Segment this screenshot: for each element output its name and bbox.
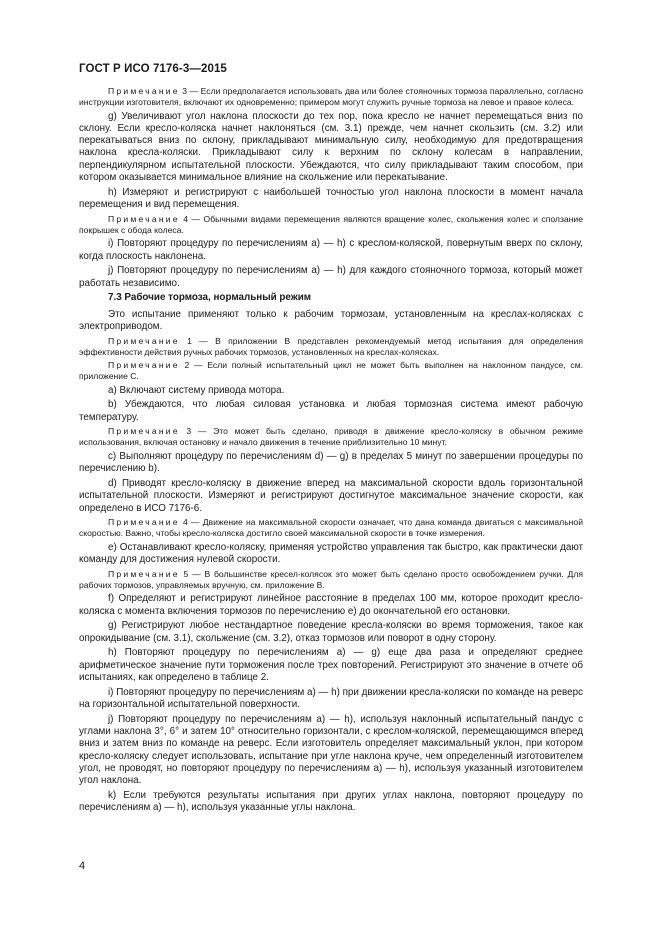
note-label: Примечание [108,568,180,579]
body-paragraph: Это испытание применяют только к рабочим тормозам, установленным на креслах-колясках с электроприводом. [79,308,583,332]
note-label: Примечание [108,360,180,371]
body-paragraph: e) Останавливают кресло-коляску, применяя устройство управления так быстро, как практически дают команду для достижения нулевой скорости. [79,541,583,566]
note-text: 1 — В приложении В представлен рекомендуемый метод испытания для определения эффективности действия ручных рабочих тормозов, установленных на креслах-колясках. [79,335,583,357]
note-label: Примечание [108,517,180,528]
note-text: 5 — В большинстве кресел-колясок это может быть сделано просто освобождением ручки. Для рабочих тормозов, управляемых вручную, см. приложение В. [79,568,583,590]
section-heading: 7.3 Рабочие тормоза, нормальный режим [108,292,312,304]
note-label: Примечание [108,86,180,96]
note-label: Примечание [108,426,180,437]
body-paragraph: j) Повторяют процедуру по перечислениям а) — h), используя наклонный испытательный пандус с углами наклона 3°, 6° и затем 10° относительно горизонтали, с креслом-коляской, перемещающимся вперед вниз и затем вниз по команде на реверс. Если изготовитель определяет максимальный уклон, при котором кресло-коляску следует использовать, испытание при угле наклона круче, чем определенный изготовителем угол, не проводят, но повторяют процедуру по перечислениям а) — h), используя указанный изготовителем угол наклона. [79,713,583,787]
note-paragraph [79,426,583,448]
note-text: 2 — Если полный испытательный цикл не может быть выполнен на наклонном пандусе, см. приложение C. [79,360,583,382]
note-text: 4 — Движение на максимальной скорости означает, что дана команда двигаться с максимальной скоростью. Важно, чтобы кресло-коляска достигло своей максимальной скорости в точке измерения. [79,517,583,539]
body-text [79,86,583,817]
body-paragraph: а) Включают систему привода мотора. [108,384,285,396]
body-paragraph: f) Определяют и регистрируют линейное расстояние в пределах 100 мм, которое проходит кресло-коляска с момента включения тормозов по перечислению е) до окончательной его остановки. [79,593,583,617]
note-label: Примечание [108,213,180,224]
body-paragraph: j) Повторяют процедуру по перечислениям а) — h) для каждого стояночного тормоза, который может работать независимо. [79,265,583,289]
body-paragraph: i) Повторяют процедуру по перечислениям а) — h) при движении кресла-коляски по команде на реверс на горизонтальной испытательной поверхности. [79,686,583,710]
page-number: 4 [79,860,86,872]
page-header-standard-title: ГОСТ Р ИСО 7176-3—2015 [79,63,227,75]
note-paragraph [79,336,583,358]
body-paragraph: g) Увеличивают угол наклона плоскости до тех пор, пока кресло не начнет перемещаться вниз по склону. Если кресло-коляска начнет наклоняться (см. 3.1) прежде, чем начнет скользить (см. 3.2) или перекатываться вниз по склону, прикладывают минимальную силу, необходимую для предотвращения наклона кресла-коляски. Прикладывают силу к верхним по склону колесам в направлении, перпендикулярном испытательной плоскости. Убеждаются, что силу прикладывают таким способом, при котором оказывается минимальное влияние на скольжение или перекатывание. [79,110,583,184]
note-paragraph [79,86,583,108]
body-paragraph: h) Измеряют и регистрируют с наибольшей точностью угол наклона плоскости в момент начала перемещения и вид перемещения. [79,186,583,211]
body-paragraph: d) Приводят кресло-коляску в движение вперед на максимальной скорости вдоль горизонтальной испытательной плоскости. Измеряют и регистрируют достигнутое максимальное значение скорости, как определено в ИСО 7176-6. [79,477,583,514]
note-paragraph [79,517,583,539]
note-text: 3 — Это может быть сделано, приводя в движение кресло-коляску в обычном режиме использования, включая остановку и начало движения в течение приблизительно 10 минут. [79,426,583,448]
body-paragraph: k) Если требуются результаты испытания при других углах наклона, повторяют процедуру по перечислениям а) — h), используя указанные углы наклона. [79,789,583,814]
note-text: 4 — Обычными видами перемещения являются вращение колес, скольжения колес и сползание покрышек с обода колеса. [79,213,583,235]
note-paragraph [79,569,583,591]
note-paragraph [79,360,583,382]
body-paragraph: g) Регистрируют любое нестандартное поведение кресла-коляски во время торможения, такое как опрокидывание (см. 3.1), скольжение (см. 3.2), отказ тормозов или поворот в одну сторону. [79,620,583,644]
body-paragraph: i) Повторяют процедуру по перечислениям а) — h) с креслом-коляской, повернутым вверх по склону, когда плоскость наклонена. [79,238,583,262]
note-paragraph [79,214,583,236]
body-paragraph: h) Повторяют процедуру по перечислениям а) — g) еще два раза и определяют среднее арифметическое значение пути торможения после трех повторений. Регистрируют это значение в отчете об испытаниях, как определено в таблице 2. [79,647,583,683]
body-paragraph: c) Выполняют процедуру по перечислениям d) — g) в пределах 5 минут по завершении процедуры по перечислению b). [79,450,583,475]
note-label: Примечание [108,335,180,346]
note-text: 3 — Если предполагается использовать два или более стояночных тормоза параллельно, согласно инструкции изготовителя, включают их одновременно; примером могут служить ручные тормоза на левое и правое колеса. [79,86,583,108]
body-paragraph: b) Убеждаются, что любая силовая установка и любая тормозная система имеют рабочую температуру. [79,399,583,423]
